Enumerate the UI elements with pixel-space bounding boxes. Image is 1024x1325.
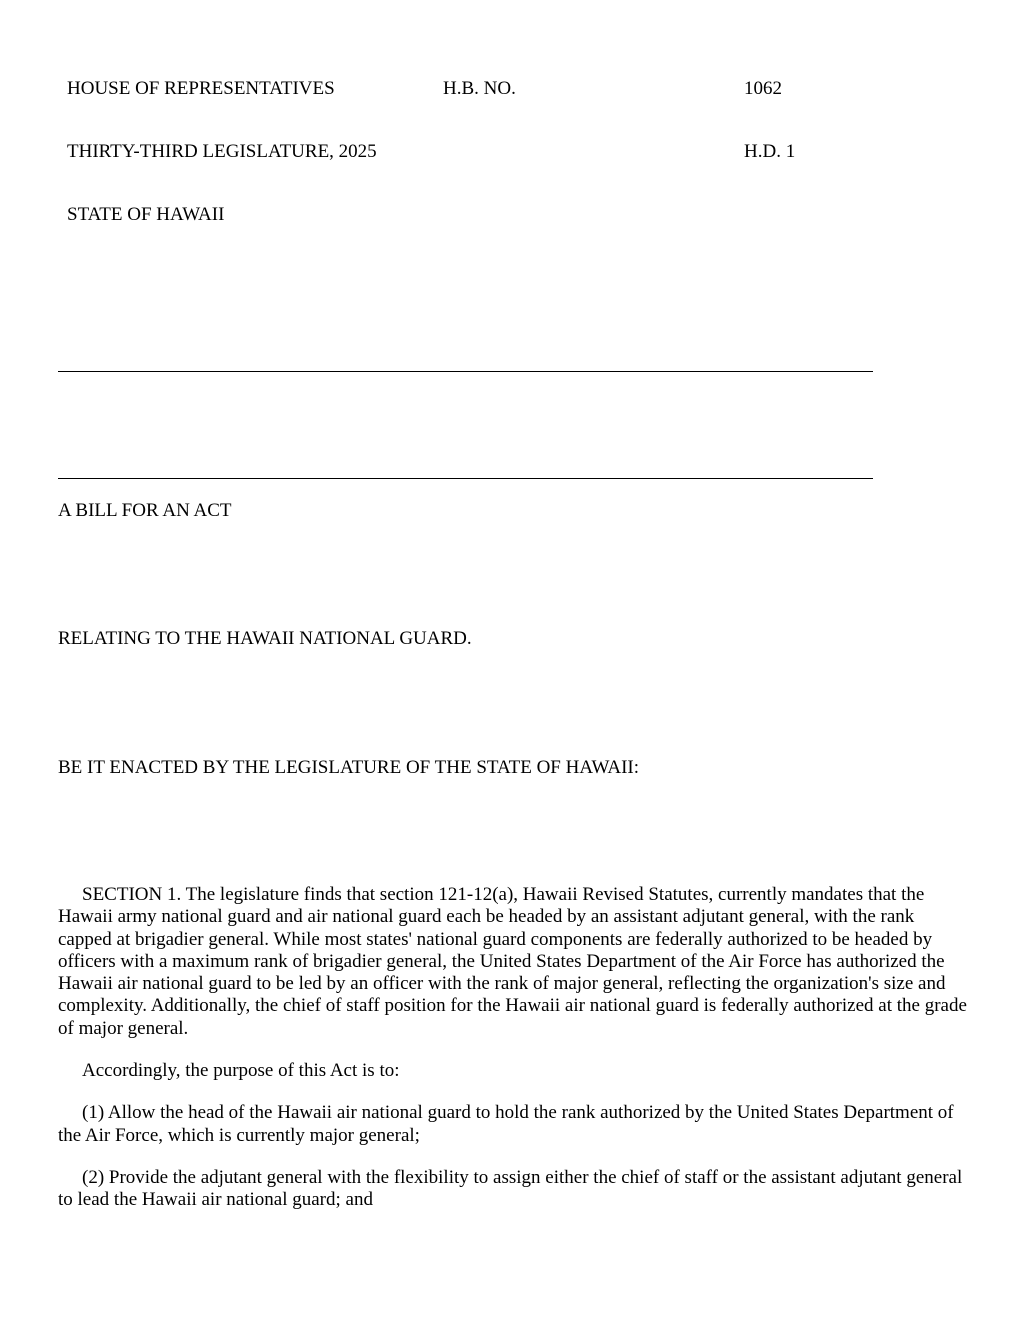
purpose-item-2: (2) Provide the adjutant general with the flexibility to assign either the chief of staff or the assistant adjutant general to lead the Hawaii air national guard; and	[58, 1166, 963, 1211]
section-1-paragraph: SECTION 1. The legislature finds that section 121-12(a), Hawaii Revised Statutes, currently mandates that the Hawaii army national guard and air national guard each be headed by an assistant adjutant general, with the rank capped at brigadier general. While most states' national guard components are federally authorized to be headed by officers with a maximum rank of brigadier general, the United States Department of the Air Force has authorized the Hawaii air national guard to be led by an officer with the rank of major general, reflecting the organization's size and complexity. Additionally, the chief of staff position for the Hawaii air national guard is federally authorized at the grade of major general.	[58, 884, 967, 1039]
header-divider-top	[58, 371, 873, 372]
purpose-item-1: (1) Allow the head of the Hawaii air national guard to hold the rank authorized by the United States Department of the Air Force, which is currently major general;	[58, 1102, 954, 1146]
header-divider-bottom	[58, 478, 873, 479]
bill-number: 1062	[744, 78, 782, 99]
house-draft: H.D. 1	[744, 141, 796, 162]
purpose-intro: Accordingly, the purpose of this Act is to:	[82, 1060, 400, 1082]
state-name: STATE OF HAWAII	[67, 204, 225, 225]
chamber-name: HOUSE OF REPRESENTATIVES	[67, 78, 335, 99]
bill-body	[58, 884, 970, 1212]
bill-subject: RELATING TO THE HAWAII NATIONAL GUARD.	[58, 628, 472, 649]
bill-number-label: H.B. NO.	[443, 78, 516, 99]
act-label: A BILL FOR AN ACT	[58, 500, 232, 521]
enacting-clause: BE IT ENACTED BY THE LEGISLATURE OF THE STATE OF HAWAII:	[58, 757, 640, 778]
legislature-session: THIRTY-THIRD LEGISLATURE, 2025	[67, 141, 377, 162]
